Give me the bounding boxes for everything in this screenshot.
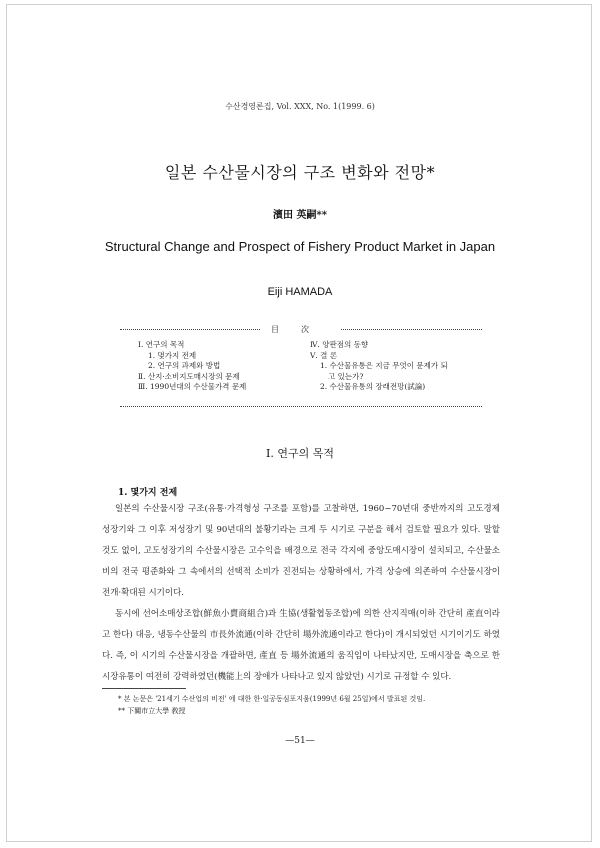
toc-right-column	[310, 340, 448, 393]
toc-item: Ⅴ. 결 론	[310, 350, 338, 360]
toc-item: 2. 연구의 과제와 방법	[148, 361, 221, 370]
toc-heading: 目次	[120, 324, 482, 335]
author-name-korean: 濱田 英嗣**	[273, 210, 327, 221]
footnotes	[118, 693, 425, 717]
paper-title-korean: 일본 수산물시장의 구조 변화와 전망*	[164, 163, 436, 182]
paragraph: 동시에 선어소매상조합(鮮魚小賣商組合)과 生協(생활협동조합)에 의한 산지직매(이하 간단히 產直이라고 한다) 대응, 냉동수산물의 市長外流通(이하 간단히 場外流通이라고 한다)이 개시되었던 시기이기도 하였다. 즉, 이 시기의 수산물시장을 개괄하면, 產直 등 場外流通의 움직임이 나타났지만, 도매시장을 축으로 한 시장유통이 여전히 강력하였던(機能上의 장애가 나타나고 있지 않았던) 시기로 규정할 수 있다.	[102, 609, 500, 682]
toc-item: 2. 수산물유통의 장래전망(試論)	[320, 382, 426, 391]
table-of-contents	[120, 325, 482, 407]
section-heading: Ⅰ. 연구의 목적	[266, 447, 334, 460]
footnote: ** 下關市立大學 敎授	[118, 707, 186, 715]
toc-item: Ⅳ. 양판점의 동향	[310, 340, 369, 349]
toc-left-column	[138, 340, 246, 393]
paragraph: 일본의 수산물시장 구조(유통·가격형성 구조를 포함)를 고찰하면, 1960~70년대 중반까지의 고도경제성장기와 그 이후 저성장기 및 90년대의 불황기라는 크게 두 시기로 구분을 해서 검토할 필요가 있다. 말할 것도 없이, 고도성장기의 수산물시장은 고수익을 배경으로 전국 각지에 중앙도매시장이 설치되고, 수산물소비의 전국 평준화와 그 속에서의 선택적 소비가 진전되는 상황하에서, 가격 상승에 의존하여 수산물시장이 전개·확대된 시기이다.	[102, 504, 500, 598]
toc-item: Ⅲ. 1990년대의 수산물가격 문제	[138, 382, 247, 391]
author-name-english: Eiji HAMADA	[267, 286, 333, 298]
body-text	[102, 499, 500, 688]
toc-item: 1. 수산물유통은 지금 무엇이 문제가 되	[320, 361, 448, 370]
subsection-heading: 1. 몇가지 전제	[118, 488, 178, 498]
paper-title-english: Structural Change and Prospect of Fishery Product Market in Japan	[104, 239, 496, 254]
footnote-rule	[102, 688, 186, 689]
footnote: * 본 논문은 '21세기 수산업의 비전' 에 대한 한·일공동심포지움(1999년 6월 25일)에서 발표된 것임.	[118, 695, 426, 703]
journal-header: 수산경영론집, Vol. XXX, No. 1(1999. 6)	[225, 102, 375, 111]
toc-item: Ⅱ. 산지·소비지도매시장의 문제	[138, 371, 240, 381]
toc-item: 1. 몇가지 전제	[148, 350, 197, 360]
page-number: —51—	[285, 736, 315, 746]
toc-item: Ⅰ. 연구의 목적	[138, 340, 185, 349]
toc-item: 고 있는가?	[328, 371, 364, 381]
